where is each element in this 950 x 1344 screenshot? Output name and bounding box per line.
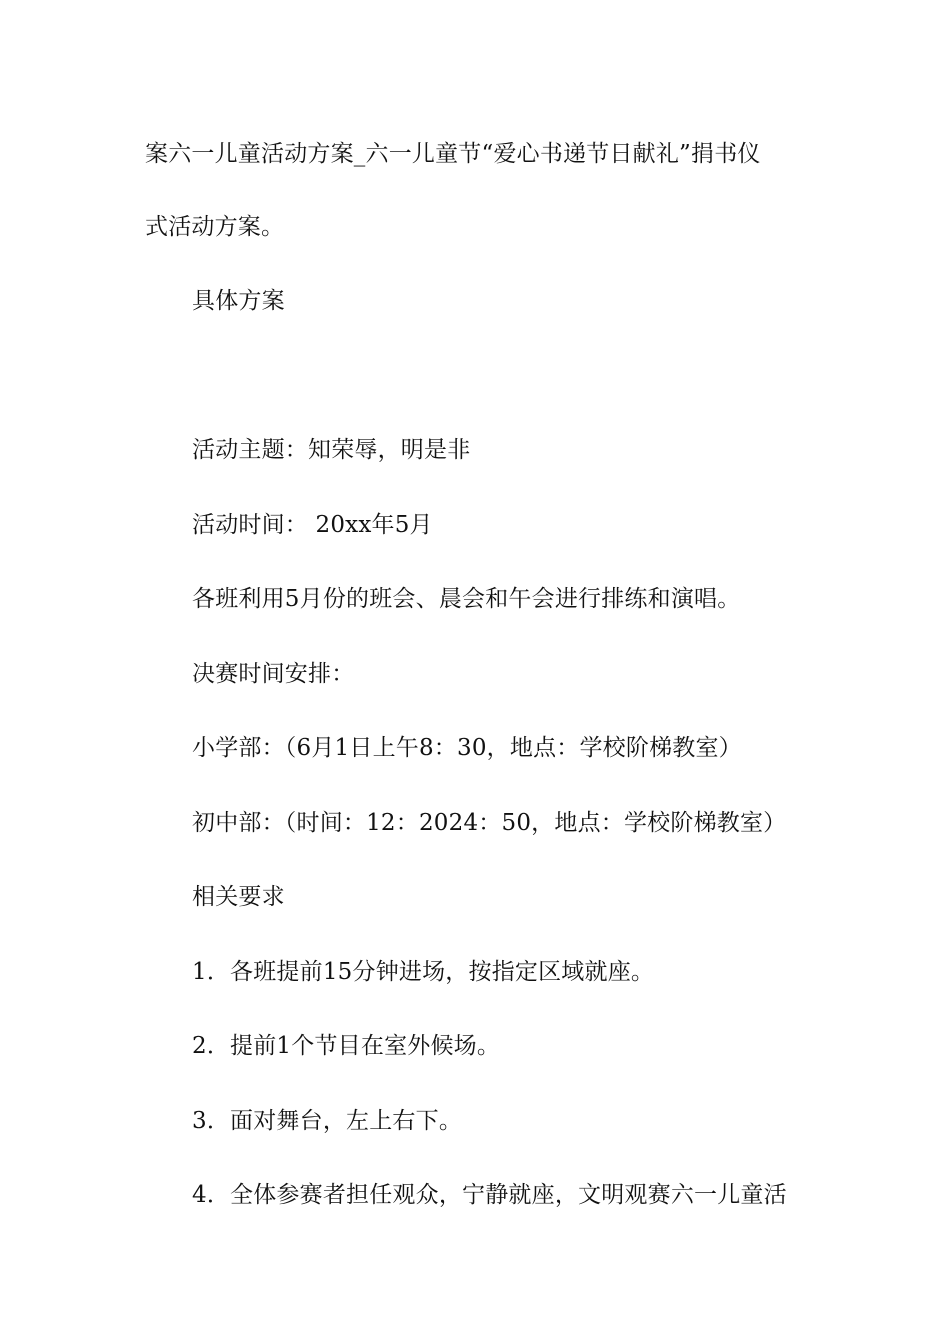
requirement-item-1: 1．各班提前15分钟进场，按指定区域就座。 [192, 959, 655, 985]
requirement-item-4: 4．全体参赛者担任观众，宁静就座，文明观赛六一儿童活 [192, 1182, 787, 1208]
section-heading-plan: 具体方案 [192, 288, 285, 314]
activity-time: 活动时间： 20xx年5月 [192, 512, 433, 538]
requirement-item-3: 3．面对舞台，左上右下。 [192, 1108, 463, 1134]
text-line-2: 式活动方案。 [145, 214, 285, 240]
text-line-1: 案六一儿童活动方案_六一儿童节“爱心书递节日献礼”捐书仪 [145, 141, 761, 167]
section-heading-requirements: 相关要求 [192, 884, 285, 910]
middle-school-schedule: 初中部：（时间：12：2024：50，地点：学校阶梯教室） [192, 810, 787, 836]
rehearsal-note: 各班利用5月份的班会、晨会和午会进行排练和演唱。 [192, 586, 741, 612]
primary-school-schedule: 小学部：（6月1日上午8：30，地点：学校阶梯教室） [192, 735, 742, 761]
final-schedule-heading: 决赛时间安排： [192, 661, 355, 687]
activity-theme: 活动主题：知荣辱，明是非 [192, 437, 471, 463]
requirement-item-2: 2．提前1个节目在室外候场。 [192, 1033, 501, 1059]
